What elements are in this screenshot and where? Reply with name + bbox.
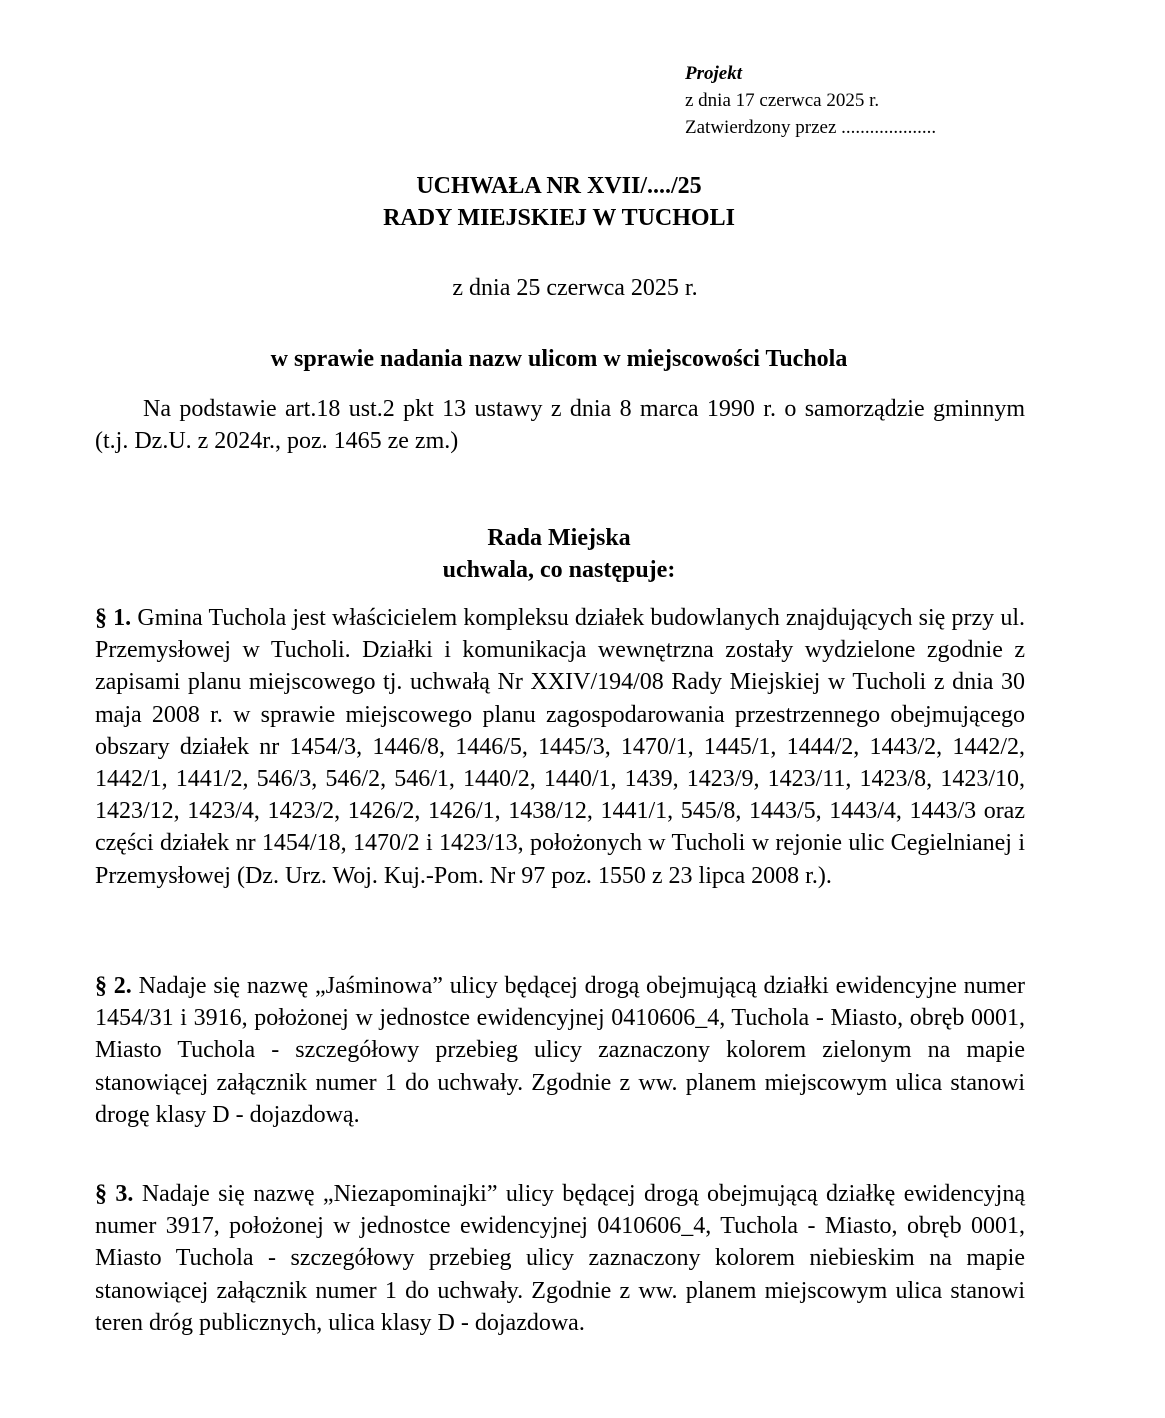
paragraph-1 [95, 602, 1025, 892]
council-heading: Rada Miejska [487, 525, 631, 551]
approved-by: Zatwierdzony przez .................... [685, 117, 937, 138]
resolution-date: z dnia 25 czerwca 2025 r. [452, 275, 698, 301]
paragraph-number: § 2. [95, 973, 132, 999]
paragraph-text: Nadaje się nazwę „Jaśminowa” ulicy będącej drogą obejmującą działki ewidencyjne numer 1454/31 i 3916, położonej w jednostce ewidencyjnej 0410606_4, Tuchola - Miasto, obręb 0001, Miasto Tuchola - szczegółowy przebieg ulicy zaznaczony kolorem zielonym na mapie stanowiącej załącznik numer 1 do uchwały. Zgodnie z ww. planem miejscowym ulica stanowi drogę klasy D - dojazdową. [95, 973, 1025, 1128]
draft-header [685, 60, 936, 141]
paragraph-number: § 3. [95, 1181, 134, 1207]
paragraph-text: Nadaje się nazwę „Niezapominajki” ulicy będącej drogą obejmującą działkę ewidencyjną numer 3917, położonej w jednostce ewidencyjnej 0410606_4, Tuchola - Miasto, obręb 0001, Miasto Tuchola - szczegółowy przebieg ulicy zaznaczony kolorem niebieskim na mapie stanowiącej załącznik numer 1 do uchwały. Zgodnie z ww. planem miejscowym ulica stanowi teren dróg publicznych, ulica klasy D - dojazdowa. [95, 1181, 1026, 1336]
draft-date: z dnia 17 czerwca 2025 r. [685, 90, 880, 111]
paragraph-2 [95, 970, 1025, 1131]
resolution-subject: w sprawie nadania nazw ulicom w miejscowości Tuchola [270, 346, 848, 372]
paragraph-number: § 1. [95, 605, 132, 631]
draft-label: Projekt [685, 63, 742, 84]
legal-basis: Na podstawie art.18 ust.2 pkt 13 ustawy z dnia 8 marca 1990 r. o samorządzie gminnym (t.j. Dz.U. z 2024r., poz. 1465 ze zm.) [95, 396, 1025, 454]
resolution-number: UCHWAŁA NR XVII/..../25 [416, 173, 702, 199]
paragraph-3 [95, 1178, 1025, 1339]
council-resolves: uchwala, co następuje: [442, 557, 676, 583]
council-name: RADY MIEJSKIEJ W TUCHOLI [383, 205, 735, 231]
paragraph-text: Gmina Tuchola jest właścicielem kompleksu działek budowlanych znajdujących się przy ul. Przemysłowej w Tucholi. Działki i komunikacja wewnętrzna zostały wydzielone zgodnie z zapisami planu miejscowego tj. uchwałą Nr XXIV/194/08 Rady Miejskiej w Tucholi z dnia 30 maja 2008 r. w sprawie miejscowego planu zagospodarowania przestrzennego obejmującego obszary działek nr 1454/3, 1446/8, 1446/5, 1445/3, 1470/1, 1445/1, 1444/2, 1443/2, 1442/2, 1442/1, 1441/2, 546/3, 546/2, 546/1, 1440/2, 1440/1, 1439, 1423/9, 1423/11, 1423/8, 1423/10, 1423/12, 1423/4, 1423/2, 1426/2, 1426/1, 1438/12, 1441/1, 545/8, 1443/5, 1443/4, 1443/3 oraz części działek nr 1454/18, 1470/2 i 1423/13, położonych w Tucholi w rejonie ulic Cegielnianej i Przemysłowej (Dz. Urz. Woj. Kuj.-Pom. Nr 97 poz. 1550 z 23 lipca 2008 r.). [95, 605, 1025, 889]
